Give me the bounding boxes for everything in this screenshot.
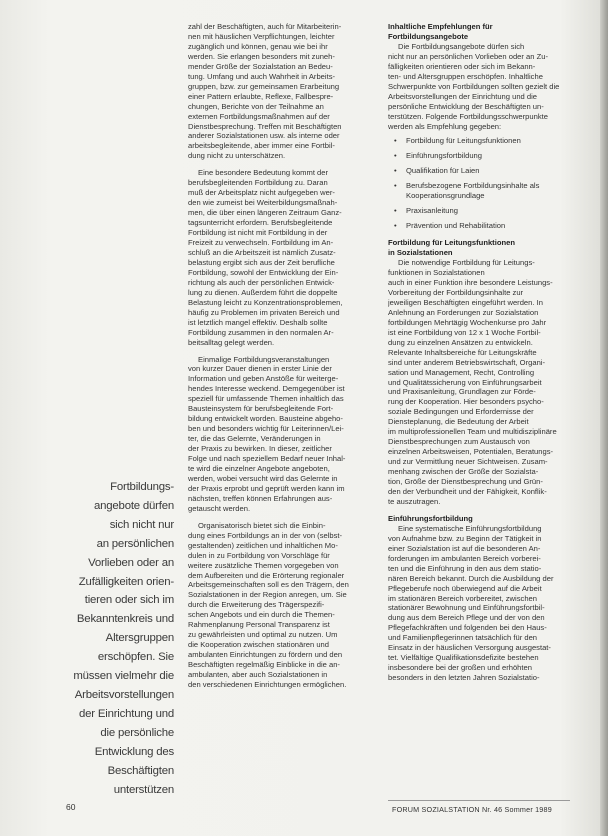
- text-line: anderer Sozialstationen usw. als interne oder: [188, 131, 340, 141]
- text-line: chungen, Berichte von der Teilnahme an: [188, 101, 324, 111]
- pull-quote-line: tieren oder sich im: [84, 594, 174, 607]
- text-line: nen mit häuslichen Verpflichtungen, leichter: [188, 31, 335, 41]
- text-line: Diensteplanung, die Bedeutung der Arbeit: [388, 417, 529, 427]
- text-line: speziell für umfassende Themen inhaltlich das: [188, 394, 344, 404]
- text-line: Beschäftigten regelmäßig Einblicke in die an-: [188, 660, 340, 670]
- bullet-item: • Einführungsfortbildung: [388, 151, 568, 161]
- text-line: te auszutragen.: [388, 496, 441, 506]
- paragraph-first-line: Organisatorisch bietet sich die Einbin-: [198, 520, 326, 530]
- text-line: im multiprofessionellen Team und multidisziplinäre: [388, 427, 557, 437]
- pull-quote-line: Arbeitsvorstellungen: [74, 688, 174, 701]
- section-heading: Fortbildung für Leitungsfunktionen: [388, 238, 515, 248]
- text-line: dung eines Fortbildungs an in der von (selbst-: [188, 530, 343, 540]
- text-line: Folge und nach speziellem Bedarf neuer Inhal-: [188, 454, 346, 464]
- text-line: ten- und Altersgruppen erschöpfen. Inhaltliche: [388, 71, 543, 81]
- pull-quote-line: Altersgruppen: [105, 632, 174, 645]
- text-line: nären Bereich bekannt. Durch die Ausbildung der: [388, 573, 554, 583]
- paragraph-gap: [188, 348, 366, 355]
- text-line: Vorbereitung der Fortbildungsinhalte zur: [388, 287, 524, 297]
- text-line: gruppen, bzw. zur gemeinsamen Erarbeitung: [188, 81, 340, 91]
- text-line: Pflegefachkräften und folgenden bei den Haus-: [388, 623, 547, 633]
- text-line: schluß an die Arbeitszeit ist nämlich Zusatz-: [188, 247, 336, 257]
- bullet-item: • Fortbildung für Leitungsfunktionen: [388, 136, 568, 146]
- pull-quote-line: unterstützen: [113, 783, 174, 796]
- paragraph-first-line: Einmalige Fortbildungsveranstaltungen: [198, 354, 330, 364]
- text-line: Freizeit zu verwechseln. Fortbildung im An-: [188, 238, 334, 248]
- pull-quote-line: Bekanntenkreis und: [76, 613, 174, 626]
- pull-quote-line: müssen vielmehr die: [73, 670, 174, 683]
- text-line: getauscht werden.: [188, 503, 251, 513]
- text-line: ambulanten Einrichtungen zu fördern und den: [188, 650, 343, 660]
- text-line: und zur Vermittlung neuer Sichtweisen. Zusam-: [388, 457, 548, 467]
- text-line: arbeitsbegleitende, aber immer eine Fortbil-: [188, 141, 335, 151]
- text-line: Sozialstationen in der Region anregen, um. Sie: [188, 590, 347, 600]
- text-line: dung nicht zu unterschätzen.: [188, 151, 286, 161]
- pull-quote-line: Zufälligkeiten orien-: [78, 575, 174, 588]
- text-column-right: [388, 22, 568, 683]
- bullet-item: • Praxisanleitung: [388, 206, 568, 216]
- pull-quote-line: der Einrichtung und: [79, 707, 174, 720]
- text-line: berufsbegleitenden Fortbildung zu. Daran: [188, 178, 328, 188]
- paragraph-first-line: Eine besondere Bedeutung kommt der: [198, 168, 329, 178]
- text-line: werden als Empfehlung gegeben:: [388, 121, 502, 131]
- text-line: Anlehnung an Forderungen zur Sozialstation: [388, 307, 539, 317]
- text-line: und Praxisanleitung, Grundlagen zur Förde-: [388, 387, 536, 397]
- text-line: men, die über einen längeren Zeitraum Ganz-: [188, 208, 342, 218]
- text-line: sation und Management, Recht, Controlling: [388, 367, 535, 377]
- text-line: dem Aufbereiten und die Erörterung regionaler: [188, 570, 345, 580]
- text-line: Einsatz in der häuslichen Versorgung ausgestat-: [388, 643, 551, 653]
- text-line: zugänglich und können, genau wie bei ihr: [188, 41, 328, 51]
- pull-quote-line: an persönlichen: [96, 537, 174, 550]
- text-line: tagsunterricht erfordern. Berufsbegleitende: [188, 218, 333, 228]
- text-line: insbesondere bei der großen und erhöhten: [388, 663, 532, 673]
- pull-quote-line: Beschäftigten: [107, 764, 174, 777]
- text-line: rung der Kooperation. Hier besonders psycho-: [388, 397, 544, 407]
- text-line: Information und geben Anstöße für weiterge-: [188, 374, 339, 384]
- text-line: hendes Interesse weckend. Demgegenüber ist: [188, 384, 345, 394]
- text-line: dung aus dem Bereich Pflege und der von den: [388, 613, 545, 623]
- text-line: tung. Umfang und auch Wahrheit in Arbeits-: [188, 71, 336, 81]
- pull-quote-line: erschöpfen. Sie: [97, 651, 174, 664]
- text-line: mender Größe der Sozialstation an Bedeu-: [188, 61, 333, 71]
- section-heading: Einführungsfortbildung: [388, 513, 473, 523]
- text-line: ten und die Einführung in den aus dem statio-: [388, 563, 542, 573]
- paragraph-first-line: Die Fortbildungsangebote dürfen sich: [398, 41, 525, 51]
- text-line: einer Pattern erlaubte, Reflexe, Fallbespre-: [188, 91, 334, 101]
- text-line: muß der Arbeitsplatz nicht aufgegeben wer-: [188, 188, 335, 198]
- text-line: und Qualitätssicherung von Einführungsarbeit: [388, 377, 542, 387]
- text-line: der Praxis erprobt und geprüft werden kann im: [188, 483, 345, 493]
- text-line: werden. Sie erlangen besonders mit zuneh-: [188, 51, 335, 61]
- paragraph-gap: [188, 161, 366, 168]
- text-line: besonders in den letzten Jahren Sozialstatio-: [388, 673, 540, 683]
- text-line: lung zu dienen. Außerdem führt die doppelte: [188, 287, 338, 297]
- text-line: von kurzer Dauer dienen in erster Linie der: [188, 364, 332, 374]
- paragraph-gap: [388, 231, 568, 238]
- pull-quote-line: angebote dürfen: [94, 499, 174, 512]
- text-line: und Familienpflegerinnen tatsächlich für den: [388, 633, 538, 643]
- bullet-item-continuation: Kooperationsgrundlage: [406, 191, 485, 201]
- text-line: externen Fortbildungsmaßnahmen auf der: [188, 111, 330, 121]
- text-line: ben und besonders wichtig für Leiterinnen/Lei-: [188, 424, 344, 434]
- text-line: die Kooperation zwischen stationären und: [188, 640, 329, 650]
- text-line: richtung als auch der persönlichen Entwick-: [188, 277, 335, 287]
- text-line: zu gewährleisten und optimal zu nutzen. Um: [188, 630, 338, 640]
- text-line: im stationären Bereich vorbereitet, zwischen: [388, 593, 537, 603]
- page-edge-shadow: [600, 0, 608, 836]
- pull-quote-line: sich nicht nur: [109, 518, 174, 531]
- text-line: soziale Bedingungen und Erfordernisse der: [388, 407, 534, 417]
- text-line: nächsten, treffen können Erfahrungen aus-: [188, 493, 333, 503]
- paragraph-first-line: Die notwendige Fortbildung für Leitungs-: [398, 258, 535, 268]
- text-line: funktionen in Sozialstationen: [388, 268, 485, 278]
- paragraph-gap: [188, 514, 366, 521]
- text-line: ist letztlich mangel effektiv. Deshalb sollte: [188, 317, 328, 327]
- text-line: bildung entwickelt worden. Bausteine abgeho-: [188, 414, 343, 424]
- text-line: einer Sozialstation ist auf die besonderen An-: [388, 543, 541, 553]
- text-line: ter, die das Gelernte, Veränderungen in: [188, 434, 321, 444]
- text-line: von Aufnahme bzw. zu Beginn der Tätigkeit in: [388, 533, 542, 543]
- text-line: tion, Größe der Dienstbesprechung und Grün-: [388, 477, 543, 487]
- page-number: 60: [66, 802, 76, 812]
- pull-quote-line: Vorlieben oder an: [88, 556, 174, 569]
- text-line: den verschiedenen Einrichtungen ermöglichen.: [188, 680, 347, 689]
- journal-footer: FORUM SOZIALSTATION Nr. 46 Sommer 1989: [392, 805, 552, 814]
- section-heading: Inhaltliche Empfehlungen für: [388, 22, 493, 31]
- text-line: tet. Vielfältige Qualifikationsdefizite bestehen: [388, 653, 539, 663]
- pull-quote-line: die persönliche: [100, 726, 174, 739]
- text-line: forderungen im ambulanten Bereich vorberei-: [388, 553, 541, 563]
- text-line: menhang zwischen der Größe der Sozialsta-: [388, 467, 539, 477]
- text-line: fortbildungen Mehrtägig Wochenkurse pro Jahr: [388, 317, 547, 327]
- text-line: dulen in zu Fortbildung von Vorschläge für: [188, 550, 330, 560]
- text-line: Pflegeberufe noch überwiegend auf die Arbeit: [388, 583, 542, 593]
- text-line: gestaltenden) zeitlichen und inhaltlichen Mo-: [188, 540, 338, 550]
- section-heading: in Sozialstationen: [388, 248, 453, 258]
- text-line: werden, wobei versucht wird das Gelernte in: [188, 473, 338, 483]
- text-line: zahl der Beschäftigten, auch für Mitarbeiterin-: [188, 22, 342, 31]
- pull-quote-line: Entwicklung des: [94, 745, 174, 758]
- text-line: terstützen. Folgende Fortbildungsschwerpunkte: [388, 111, 548, 121]
- text-line: einzelnen Arbeitsweisen, Potentialen, Beratungs-: [388, 447, 554, 457]
- text-line: den wie zumeist bei Weiterbildungsmaßnah-: [188, 198, 338, 208]
- text-line: auch in einer Funktion ihre besondere Leistungs-: [388, 277, 553, 287]
- text-line: Fortbildung, sowohl der Entwicklung der Ein-: [188, 267, 339, 277]
- text-line: jeweiligen Beschäftigten eingeführt werden. In: [388, 297, 543, 307]
- text-line: Dienstbesprechungen zum Austausch von: [388, 437, 530, 447]
- text-line: beitsalltag gelegt werden.: [188, 337, 275, 347]
- bullet-item: • Prävention und Rehabilitation: [388, 221, 568, 231]
- text-line: sind unter anderem Betriebswirtschaft, Organi-: [388, 357, 546, 367]
- text-line: Rahmenplanung Personal Transparenz ist: [188, 620, 330, 630]
- text-column-middle: [188, 22, 366, 690]
- paragraph-first-line: Eine systematische Einführungsfortbildung: [398, 523, 542, 533]
- text-line: häufig zu Problemen im privaten Bereich und: [188, 307, 340, 317]
- text-line: Belastung leicht zu Konzentrationsproblemen,: [188, 297, 343, 307]
- text-line: Schwerpunkte von Fortbildungen sollten gezielt die: [388, 81, 560, 91]
- pull-quote-line: Fortbildungs-: [110, 481, 174, 493]
- text-line: schen Angebots und ein durch die Themen-: [188, 610, 335, 620]
- text-line: Arbeitsvorstellungen der Einrichtung und die: [388, 91, 538, 101]
- bullet-item: • Qualifikation für Laien: [388, 166, 568, 176]
- text-line: stationärer Bewohnung und Einführungsfortbil-: [388, 603, 545, 613]
- text-line: belastung ergibt sich aus der Zeit berufliche: [188, 257, 335, 267]
- section-heading: Fortbildungsangebote: [388, 31, 469, 41]
- text-line: ist eine Fortbildung von 12 x 1 Woche Fortbil-: [388, 327, 541, 337]
- text-line: Dienstbesprechung. Treffen mit Beschäftigten: [188, 121, 342, 131]
- footer-rule: [388, 800, 570, 801]
- text-line: durch die Erweiterung des Trägerspezifi-: [188, 600, 325, 610]
- text-line: Arbeitsgemeinschaften soll es den Trägern, den: [188, 580, 349, 590]
- text-line: ambulanten, aber auch Sozialstationen in: [188, 670, 328, 680]
- text-line: weitere zusätzliche Themen vorgegeben von: [188, 560, 339, 570]
- text-line: Bausteinsystem für berufsbegleitende Fort-: [188, 404, 334, 414]
- text-line: der Praxis zu bewirken. In dieser, zeitlicher: [188, 444, 332, 454]
- text-line: dung zu einzelnen Ansätzen zu entwickeln.: [388, 337, 533, 347]
- text-line: Fortbildung zusammen in den normalen Ar-: [188, 327, 334, 337]
- pull-quote: [54, 478, 174, 799]
- text-line: nicht nur an persönlichen Vorlieben oder an Zu-: [388, 51, 548, 61]
- text-line: Relevante Inhaltsbereiche für Leitungskräfte: [388, 347, 537, 357]
- paragraph-gap: [388, 507, 568, 514]
- bullet-item: • Berufsbezogene Fortbildungsinhalte als: [388, 181, 568, 191]
- text-line: fälligkeiten orientieren oder sich im Bekann-: [388, 61, 536, 71]
- text-line: persönliche Entwicklung der Beschäftigten un-: [388, 101, 544, 111]
- text-line: Fortbildung ist nicht mit Fortbildung in der: [188, 228, 328, 238]
- text-line: te wird die einzelner Angebote angeboten,: [188, 463, 330, 473]
- text-line: den der Verbundheit und der Fähigkeit, Konflik-: [388, 486, 547, 496]
